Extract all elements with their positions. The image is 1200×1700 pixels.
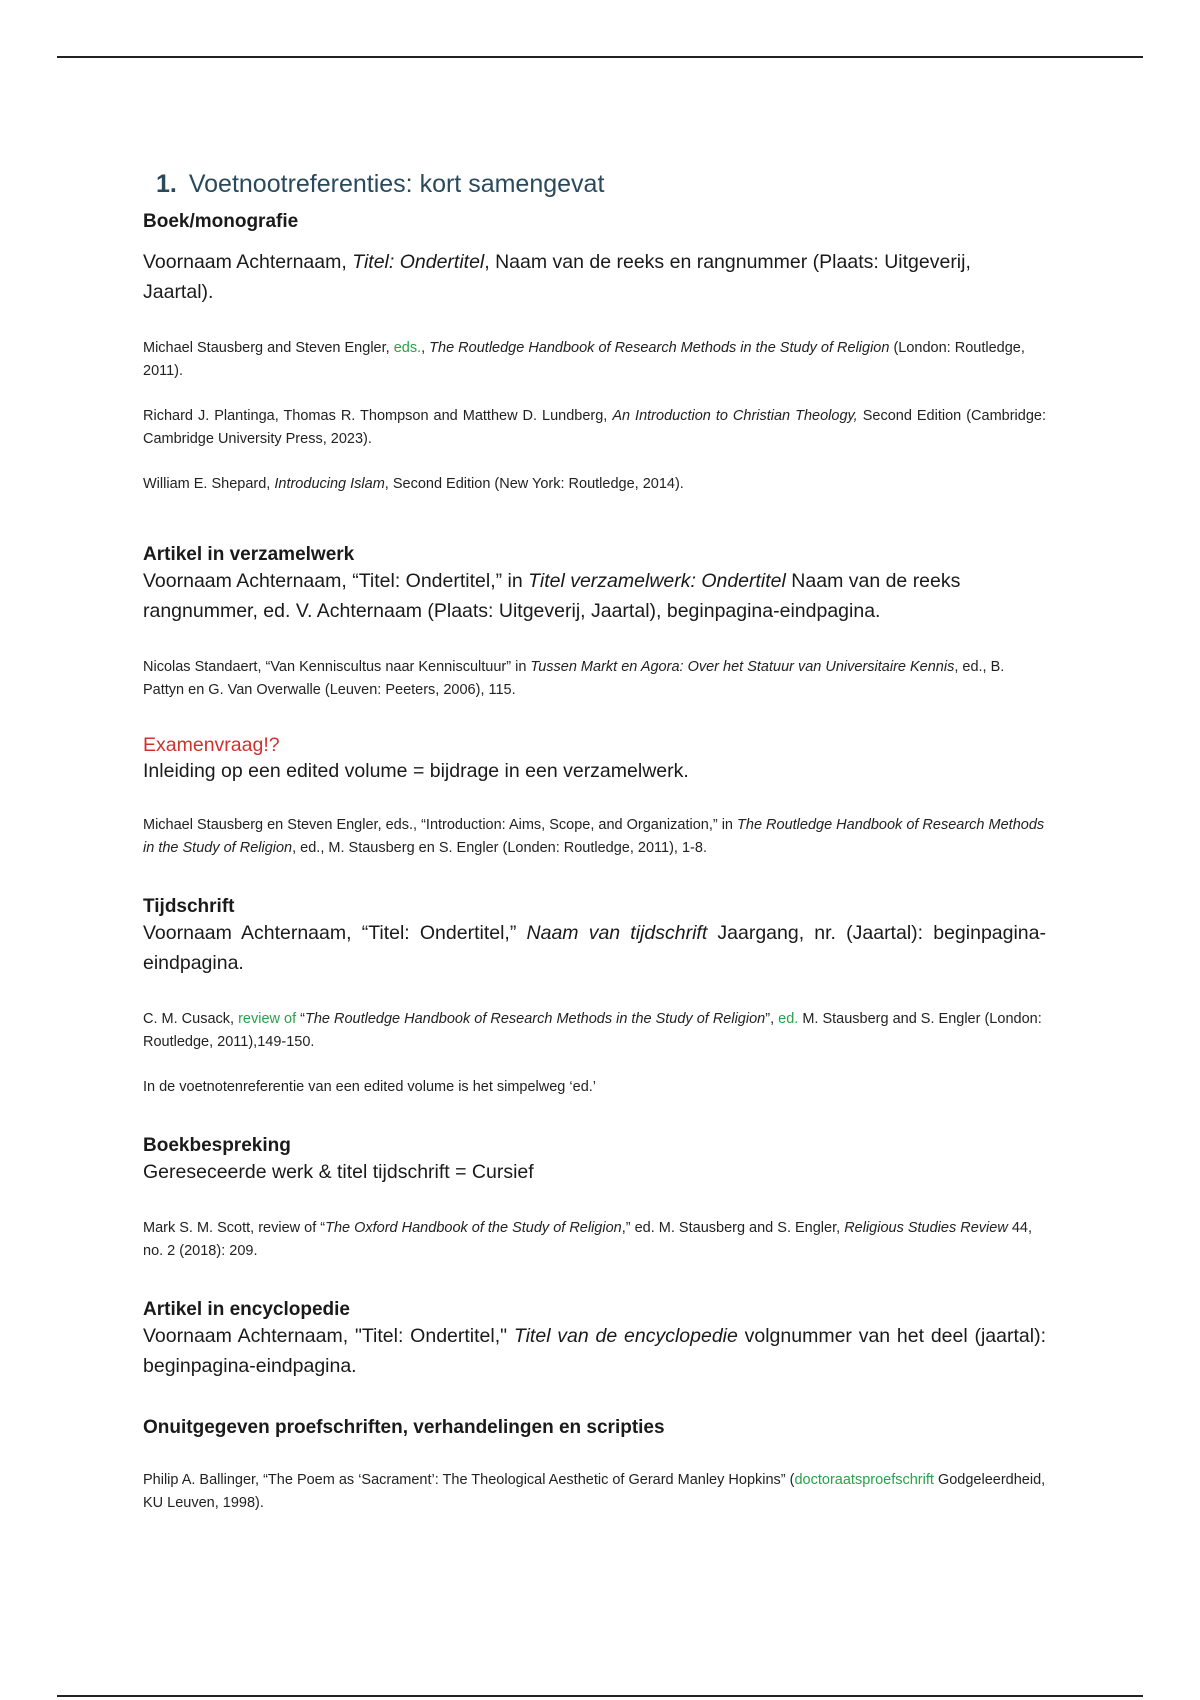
example-boek-2: Richard J. Plantinga, Thomas R. Thompson and Matthew D. Lundberg, An Introduction to Christian Theology, Second Edition (Cambridge: Cambridge University Press, 2023). [143,408,1046,447]
example-verzamelwerk-1: Nicolas Standaert, “Van Kenniscultus naar Kenniscultuur” in Tussen Markt en Agora: Over het Statuur van Universitaire Kennis, ed., B. Pattyn en G. Van Overwalle (Leuven: Peeters, 2006), 115. [143,659,1005,698]
section-heading: 1. Voetnootreferenties: kort samengevat [156,170,605,198]
exam-question-text: Inleiding op een edited volume = bijdrage in een verzamelwerk. [143,760,689,782]
header-rule [57,56,1143,58]
example-boek-3: William E. Shepard, Introducing Islam, Second Edition (New York: Routledge, 2014). [143,476,684,492]
text-boekbespreking: Gereseceerde werk & titel tijdschrift = Cursief [143,1161,534,1183]
example-tijdschrift-1: C. M. Cusack, review of “The Routledge Handbook of Research Methods in the Study of Religion”, ed. M. Stausberg and S. Engler (London: Routledge, 2011),149-150. [143,1011,1042,1050]
heading-onuitgegeven: Onuitgegeven proefschriften, verhandelingen en scripties [143,1417,665,1438]
heading-verzamelwerk: Artikel in verzamelwerk [143,544,355,565]
pattern-boek: Voornaam Achternaam, Titel: Ondertitel, Naam van de reeks en rangnummer (Plaats: Uitgeverij, Jaartal). [143,251,971,303]
pattern-verzamelwerk: Voornaam Achternaam, “Titel: Ondertitel,” in Titel verzamelwerk: Ondertitel Naam van de reeks rangnummer, ed. V. Achternaam (Plaats: Uitgeverij, Jaartal), beginpagina-eindpagina. [143,570,961,622]
example-boek-1: Michael Stausberg and Steven Engler, eds., The Routledge Handbook of Research Methods in the Study of Religion (London: Routledge, 2011). [143,340,1025,379]
example-verzamelwerk-2: Michael Stausberg en Steven Engler, eds., “Introduction: Aims, Scope, and Organization,” in The Routledge Handbook of Research Methods in the Study of Religion, ed., M. Stausberg en S. Engler (Londen: Routledge, 2011), 1-8. [143,817,1045,856]
heading-encyclopedie: Artikel in encyclopedie [143,1299,350,1320]
note-edited-volume: In de voetnotenreferentie van een edited volume is het simpelweg ‘ed.’ [143,1079,597,1095]
heading-boek: Boek/monografie [143,211,299,232]
document-body [143,170,1046,1515]
example-onuitgegeven-1: Philip A. Ballinger, “The Poem as ‘Sacrament’: The Theological Aesthetic of Gerard Manley Hopkins” (doctoraatsproefschrift Godgeleerdheid, KU Leuven, 1998). [143,1472,1046,1511]
example-boekbespreking-1: Mark S. M. Scott, review of “The Oxford Handbook of the Study of Religion,” ed. M. Stausberg and S. Engler, Religious Studies Review 44, no. 2 (2018): 209. [143,1220,1032,1259]
pattern-tijdschrift: Voornaam Achternaam, “Titel: Ondertitel,” Naam van tijdschrift Jaargang, nr. (Jaartal): beginpagina-eindpagina. [143,922,1046,974]
heading-boekbespreking: Boekbespreking [143,1135,291,1156]
pattern-encyclopedie: Voornaam Achternaam, "Titel: Ondertitel," Titel van de encyclopedie volgnummer van het deel (jaartal): beginpagina-eindpagina. [143,1325,1046,1377]
exam-question-label: Examenvraag!? [143,734,280,756]
footer-rule [57,1695,1143,1697]
heading-tijdschrift: Tijdschrift [143,896,235,917]
